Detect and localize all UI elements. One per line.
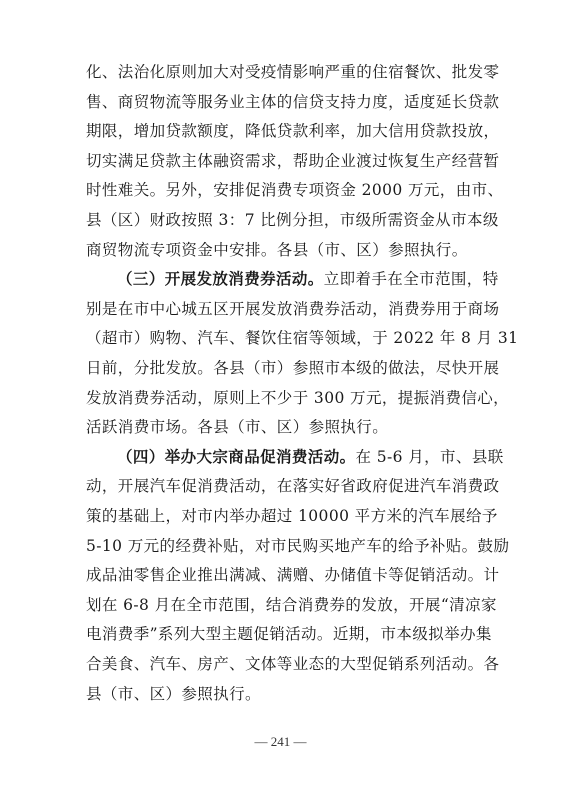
paragraph-line: 成品油零售企业推出满减、满赠、办储值卡等促销活动。计 [86, 566, 500, 585]
paragraph-line: 5-10 万元的经费补贴，对市民购买地产车的给予补贴。鼓励 [86, 536, 510, 555]
section-3-first-line [117, 269, 499, 289]
paragraph-line: 动，开展汽车促消费活动，在落实好省政府促进汽车消费政 [86, 477, 500, 496]
paragraph-line: 划在 6-8 月在全市范围，结合消费券的发放，开展“清凉家 [86, 595, 497, 614]
section-4-heading: （四）举办大宗商品促消费活动。 [117, 446, 356, 466]
paragraph-line: 电消费季”系列大型主题促销活动。近期，市本级拟举办集 [86, 625, 492, 644]
page-number: — 241 — [254, 734, 307, 749]
paragraph-line: 日前，分批发放。各县（市）参照市本级的做法，尽快开展 [86, 359, 500, 377]
section-3-heading: （三）开展发放消费券活动。 [117, 269, 324, 289]
section-3-first-line-text: 立即着手在全市范围，特 [323, 270, 499, 289]
paragraph-line: 县（区）财政按照 3：7 比例分担，市级所需资金从市本级 [86, 211, 499, 229]
paragraph-line: 化、法治化原则加大对受疫情影响严重的住宿餐饮、批发零 [86, 63, 500, 81]
section-4-first-line-text: 在 5-6 月，市、县联 [355, 447, 504, 466]
paragraph-line: 时性难关。另外，安排促消费专项资金 2000 万元，由市、 [86, 181, 504, 200]
paragraph-line: 发放消费券活动，原则上不少于 300 万元，提振消费信心， [86, 388, 510, 407]
paragraph-line: （超市）购物、汽车、餐饮住宿等领域，于 2022 年 8 月 31 [86, 329, 519, 348]
paragraph-line: 策的基础上，对市内举办超过 10000 平方米的汽车展给予 [86, 507, 498, 525]
paragraph-line: 商贸物流专项资金中安排。各县（市、区）参照执行。 [86, 240, 468, 259]
paragraph-line: 活跃消费市场。各县（市、区）参照执行。 [86, 418, 389, 437]
paragraph-line: 期限，增加贷款额度，降低贷款利率，加大信用贷款投放， [86, 122, 500, 141]
section-4-first-line [117, 446, 504, 467]
paragraph-line: 合美食、汽车、房产、文体等业态的大型促销系列活动。各 [86, 655, 500, 673]
paragraph-line: 切实满足贷款主体融资需求，帮助企业渡过恢复生产经营暂 [86, 151, 500, 170]
paragraph-line: 售、商贸物流等服务业主体的信贷支持力度，适度延长贷款 [86, 92, 500, 111]
paragraph-line: 县（市、区）参照执行。 [86, 684, 261, 703]
paragraph-line: 别是在市中心城五区开展发放消费券活动，消费券用于商场 [86, 299, 500, 318]
